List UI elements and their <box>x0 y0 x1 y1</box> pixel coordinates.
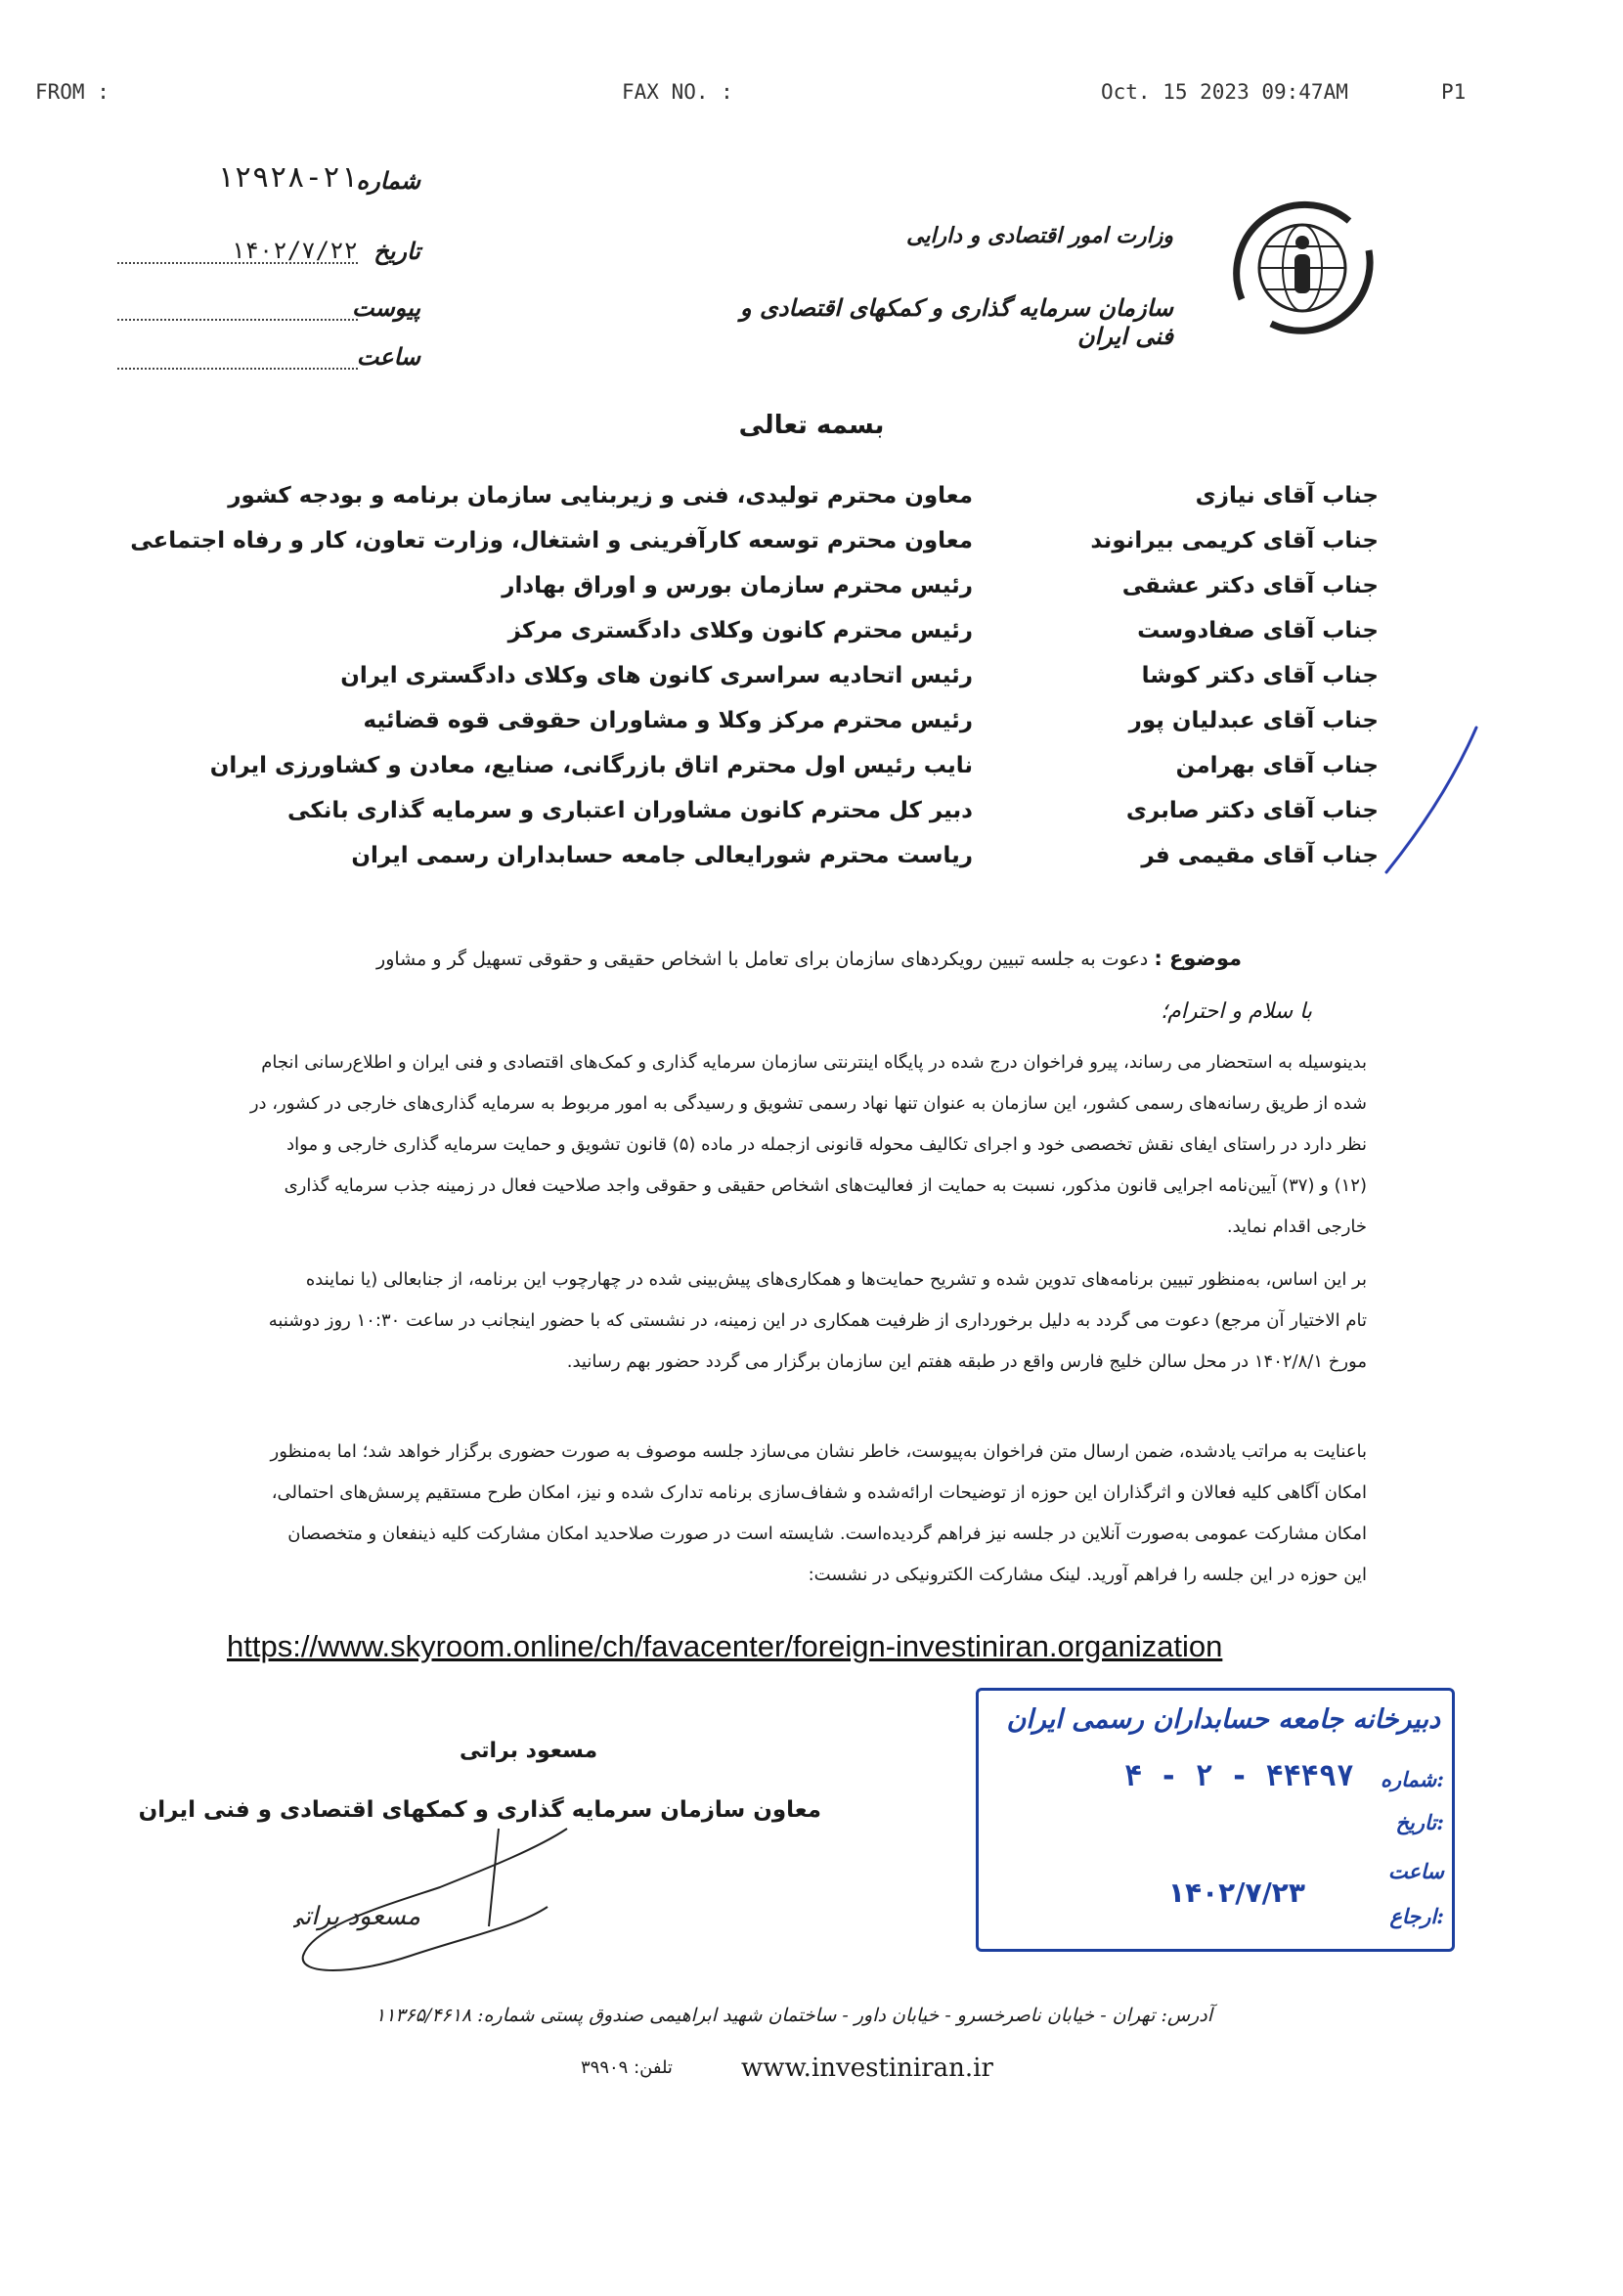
paragraph-line: باعنایت به مراتب یادشده، ضمن ارسال متن فراخوان به‌پیوست، خاطر نشان می‌سازد جلسه موصوف به صورت حضوری برگزار خواهد شد؛ اما به‌منظور <box>270 1441 1367 1462</box>
recipient-row <box>254 618 1379 663</box>
attachment-label: پیوست <box>352 293 420 322</box>
paragraph-line: خارجی اقدام نماید. <box>1226 1216 1367 1237</box>
attachment-dotted-line <box>117 319 358 321</box>
meeting-link[interactable]: https://www.skyroom.online/ch/favacenter/foreign-investiniran.organization <box>227 1629 1223 1663</box>
recipient-name: جناب آقای صفادوست <box>1137 618 1379 643</box>
letter-number-value: ۱۲۹۲۸-۲۱ <box>216 160 358 195</box>
salutation: بسمه تعالی <box>738 411 885 440</box>
paragraph-line: امکان آگاهی کلیه فعالان و اثرگذاران این حوزه از توضیحات ارائه‌شده و شفاف‌سازی برنامه تدارک شده و نیز، امکان طرح مستقیم پرسش‌های احتمالی، <box>271 1482 1367 1503</box>
letter-date-label: تاریخ <box>373 237 420 265</box>
recipient-title: رئیس محترم مرکز وکلا و مشاوران حقوقی قوه قضائیه <box>363 708 973 733</box>
recipient-name: جناب آقای بهرامن <box>1175 753 1379 778</box>
letter-number-row <box>108 160 420 203</box>
recipient-row <box>130 528 1379 573</box>
organization-logo <box>1222 192 1379 338</box>
recipient-name: جناب آقای عبدلیان پور <box>1128 708 1379 733</box>
recipient-name: جناب آقای دکتر عشقی <box>1121 573 1379 598</box>
date-dotted-line <box>117 262 358 264</box>
recipient-row <box>209 753 1379 798</box>
handwritten-signature <box>293 1809 587 1985</box>
paragraph-line: نظر دارد در راستای ایفای نقش تخصصی خود و اجرای تکالیف محوله قانونی ازجمله در ماده (۵) قانون تشویق و حمایت سرمایه گذاری خارجی و مواد <box>286 1134 1367 1155</box>
paragraph-line: (۱۲) و (۳۷) آیین‌نامه اجرایی قانون مذکور، نسبت به حمایت از فعالیت‌های اشخاص حقیقی و حقوقی واجد صلاحیت فعال در زمینه جذب سرمایه گذاری <box>284 1175 1367 1196</box>
fax-from: FROM : <box>35 80 110 104</box>
pen-mark <box>1379 724 1486 880</box>
stamp-number-label: شماره: <box>1380 1767 1444 1791</box>
stamp-time-label: ساعت <box>1387 1859 1444 1883</box>
paragraph-line: امکان مشارکت عمومی به‌صورت آنلاین در جلسه نیز فراهم گردیده‌است. شایسته است در صورت صلاحدید امکان مشارکت کلیه ذینفعان و متخصصان <box>287 1523 1367 1544</box>
recipient-row <box>254 663 1379 708</box>
recipient-title: رئیس محترم سازمان بورس و اوراق بهادار <box>502 573 973 598</box>
time-row <box>108 336 420 379</box>
subject-text: دعوت به جلسه تبیین رویکردهای سازمان برای تعامل با اشخاص حقیقی و حقوقی تسهیل گر و مشاور <box>376 949 1149 970</box>
recipient-title: ریاست محترم شورایعالی جامعه حسابداران رسمی ایران <box>351 843 973 868</box>
recipient-title: رئیس محترم کانون وکلای دادگستری مرکز <box>507 618 973 643</box>
recipient-row <box>228 483 1379 528</box>
footer-website[interactable]: www.investiniran.ir <box>741 2053 993 2083</box>
time-dotted-line <box>117 368 358 370</box>
ministry-name: وزارت امور اقتصادی و دارایی <box>905 223 1173 248</box>
footer-address: آدرس: تهران - خیابان ناصرخسرو - خیابان داور - ساختمان شهید ابراهیمی صندوق پستی شماره: ۱۱۳۶۵/۴۶۱۸ <box>374 2005 1212 2026</box>
fax-number: FAX NO. : <box>622 80 733 104</box>
recipient-name: جناب آقای مقیمی فر <box>1141 843 1379 868</box>
recipient-title: دبیر کل محترم کانون مشاوران اعتباری و سرمایه گذاری بانکی <box>287 798 973 823</box>
paragraph-line: بر این اساس، به‌منظور تبیین برنامه‌های تدوین شده و تشریح حمایت‌ها و همکاری‌های پیش‌بینی شده در چهارچوب این برنامه، از جنابعالی (یا نماینده <box>305 1269 1367 1290</box>
recipient-row <box>254 798 1379 843</box>
letter-date-value: ۱۴۰۲/۷/۲۲ <box>230 237 358 264</box>
paragraph-line: این حوزه در این جلسه را فراهم آورید. لینک مشارکت الکترونیکی در نشست: <box>808 1565 1367 1585</box>
subject-line <box>225 947 1242 970</box>
recipient-name: جناب آقای نیازی <box>1195 483 1379 508</box>
recipient-title: رئیس اتحادیه سراسری کانون های وکلای دادگستری ایران <box>340 663 973 688</box>
footer-phone: تلفن: ۳۹۹۰۹ <box>581 2057 673 2078</box>
stamp-heading: دبیرخانه جامعه حسابداران رسمی ایران <box>1006 1704 1440 1735</box>
recipient-title: معاون محترم توسعه کارآفرینی و اشتغال، وزارت تعاون، کار و رفاه اجتماعی <box>130 528 973 553</box>
recipient-name: جناب آقای کریمی بیرانوند <box>1090 528 1379 553</box>
subject-label: موضوع : <box>1154 947 1242 970</box>
time-label: ساعت <box>356 342 420 371</box>
fax-datetime: Oct. 15 2023 09:47AM <box>1101 80 1348 104</box>
letter-date-row <box>108 231 420 274</box>
handwritten-signature-text: مسعود براتی <box>293 1902 420 1931</box>
greeting: با سلام و احترام؛ <box>1161 999 1312 1024</box>
recipient-title: معاون محترم تولیدی، فنی و زیربنایی سازمان برنامه و بودجه کشور <box>228 483 973 508</box>
attachment-row <box>108 287 420 331</box>
signatory-title: معاون سازمان سرمایه گذاری و کمکهای اقتصادی و فنی ایران <box>138 1797 821 1823</box>
stamp-number-value: ۴۴۴۹۷ - ۲ - ۴ <box>1124 1759 1354 1793</box>
letter-number-label: شماره <box>356 166 420 195</box>
paragraph-line: مورخ ۱۴۰۲/۸/۱ در محل سالن خلیج فارس واقع در طبقه هفتم این سازمان برگزار می گردد حضور بهم رسانید. <box>566 1351 1367 1372</box>
received-stamp <box>976 1688 1455 1952</box>
fax-page: P1 <box>1441 80 1467 104</box>
paragraph-line: تام الاختیار آن مرجع) دعوت می گردد به دلیل برخورداری از ظرفیت همکاری در این زمینه، در نشستی که با حضور اینجانب در ساعت ۱۰:۳۰ روز دوشنبه <box>268 1310 1367 1331</box>
paragraph-line: شده از طریق رسانه‌های رسمی کشور، این سازمان به عنوان تنها نهاد رسمی تشویق و رسیدگی به امور مربوط به سرمایه گذاری‌های خارجی در کشور، در <box>249 1093 1367 1114</box>
recipient-row <box>254 573 1379 618</box>
recipient-name: جناب آقای دکتر صابری <box>1125 798 1379 823</box>
stamp-referral-label: ارجاع: <box>1389 1904 1444 1928</box>
stamp-date-label: تاریخ: <box>1395 1810 1444 1834</box>
recipient-row <box>254 843 1379 888</box>
recipient-name: جناب آقای دکتر کوشا <box>1141 663 1379 688</box>
paragraph-line: بدینوسیله به استحضار می رساند، پیرو فراخوان درج شده در پایگاه اینترنتی سازمان سرمایه گذاری و کمک‌های اقتصادی و فنی ایران و اطلاع‌رسانی انجام <box>261 1052 1367 1073</box>
recipient-title: نایب رئیس اول محترم اتاق بازرگانی، صنایع، معادن و کشاورزی ایران <box>209 753 973 778</box>
signatory-name: مسعود براتی <box>460 1739 598 1763</box>
recipient-row <box>254 708 1379 753</box>
organization-name: سازمان سرمایه گذاری و کمکهای اقتصادی و فنی ایران <box>740 293 1173 350</box>
stamp-date-value: ۱۴۰۲/۷/۲۳ <box>1167 1877 1305 1909</box>
